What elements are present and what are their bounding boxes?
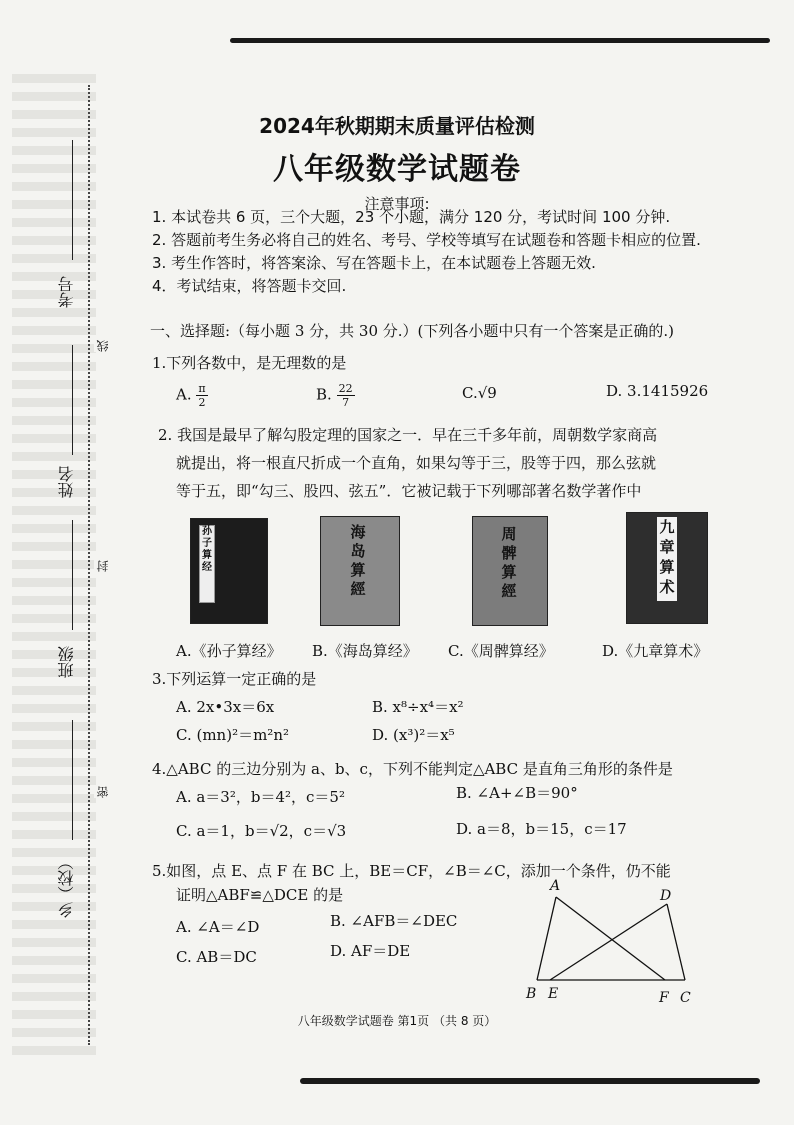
q5-option-d: D. AF＝DE bbox=[330, 942, 411, 960]
q2-option-d: D.《九章算术》 bbox=[602, 642, 709, 660]
q1-c-label: C. bbox=[462, 384, 478, 402]
q1-b-num: 22 bbox=[338, 382, 353, 395]
q1-option-d bbox=[606, 382, 708, 400]
label-F: F bbox=[659, 990, 669, 1006]
xiangxiao-underline bbox=[72, 720, 73, 840]
q1-a-label: A. bbox=[176, 385, 192, 404]
q4-option-c: C. a＝1，b＝√2，c＝√3 bbox=[176, 822, 347, 840]
q1-b-fraction bbox=[337, 382, 355, 409]
scan-edge-bottom bbox=[300, 1078, 760, 1084]
segment-DC bbox=[667, 904, 685, 980]
q3-option-b: B. x⁸÷x⁴＝x² bbox=[372, 698, 464, 716]
q1-b-label: B. bbox=[316, 385, 332, 404]
q4-option-a: A. a＝3²，b＝4²，c＝5² bbox=[176, 788, 345, 806]
q1-option-a bbox=[176, 382, 208, 409]
exam-subtitle: 2024年秋期期末质量评估检测 bbox=[259, 114, 535, 138]
book-c-label: 周髀算經 bbox=[501, 525, 517, 600]
binding-xian: 线 bbox=[96, 340, 110, 352]
q4-stem: 4.△ABC 的三边分别为 a、b、c，下列不能判定△ABC 是直角三角形的条件是 bbox=[152, 760, 673, 778]
q3-option-a: A. 2x•3x＝6x bbox=[176, 698, 275, 716]
q1-a-num: π bbox=[198, 382, 206, 395]
label-B: B bbox=[526, 986, 537, 1002]
q2-line-3: 等于五，即“勾三、股四、弦五”．它被记载于下列哪部著名数学著作中 bbox=[176, 482, 642, 500]
q2-line-2: 就提出，将一根直尺折成一个直角，如果勾等于三，股等于四，那么弦就 bbox=[176, 454, 657, 472]
notice-3: 3. 考生作答时，将答案涂、写在答题卡上，在本试题卷上答题无效. bbox=[152, 254, 596, 272]
q4-option-b: B. ∠A+∠B＝90° bbox=[456, 784, 578, 802]
q5-figure bbox=[520, 876, 710, 1008]
notice-heading: 注意事项: bbox=[364, 195, 430, 213]
q2-option-b: B.《海岛算经》 bbox=[312, 642, 418, 660]
label-A: A bbox=[550, 878, 561, 894]
q1-stem: 1.下列各数中，是无理数的是 bbox=[152, 354, 347, 372]
exam-title: 八年级数学试题卷 bbox=[273, 152, 521, 187]
q5-line-1: 5.如图，点 E、点 F 在 BC 上，BE＝CF，∠B＝∠C，添加一个条件，仍不能 bbox=[152, 862, 671, 880]
q1-d-value: 3.1415926 bbox=[627, 382, 709, 400]
book-b-label: 海岛算經 bbox=[350, 523, 366, 598]
page-footer: 八年级数学试题卷 第1页 （共 8 页） bbox=[297, 1014, 497, 1028]
scan-edge-top bbox=[230, 38, 770, 43]
book-image-d bbox=[626, 512, 708, 624]
binding-feng: 封 bbox=[96, 560, 110, 572]
q2-option-c: C.《周髀算经》 bbox=[448, 642, 554, 660]
xingming-label: 姓名 bbox=[57, 466, 76, 498]
book-image-a bbox=[190, 518, 268, 624]
q4-option-d: D. a＝8，b＝15，c＝17 bbox=[456, 820, 627, 838]
binding-strip bbox=[12, 70, 96, 1055]
book-d-label: 九章算术 bbox=[657, 517, 677, 601]
q5-option-b: B. ∠AFB＝∠DEC bbox=[330, 912, 458, 930]
binding-mi: 密 bbox=[96, 786, 110, 798]
q2-line-1: 2. 我国是最早了解勾股定理的国家之一．早在三千多年前，周朝数学家商高 bbox=[158, 426, 658, 444]
q1-option-b bbox=[316, 382, 355, 409]
banji-label: 班级 bbox=[57, 646, 76, 678]
q1-b-den: 7 bbox=[342, 396, 350, 409]
q1-c-value: √9 bbox=[477, 384, 497, 402]
book-image-c bbox=[472, 516, 548, 626]
q5-option-c: C. AB＝DC bbox=[176, 948, 257, 966]
q3-stem: 3.下列运算一定正确的是 bbox=[152, 670, 317, 688]
xingming-underline bbox=[72, 345, 73, 455]
q1-a-den: 2 bbox=[198, 396, 206, 409]
kaohao-label: 考号 bbox=[57, 276, 76, 308]
book-a-label: 孙子算经 bbox=[199, 525, 215, 603]
q5-option-a: A. ∠A＝∠D bbox=[176, 918, 260, 936]
segment-AB bbox=[537, 897, 556, 980]
q2-option-a: A.《孙子算经》 bbox=[176, 642, 282, 660]
xiangxiao-label: 乡（校） bbox=[57, 854, 76, 918]
notice-4: 4．考试结束，将答题卡交回. bbox=[152, 277, 347, 295]
q1-a-fraction bbox=[196, 382, 207, 409]
binding-dashed-line bbox=[88, 85, 90, 1045]
q3-option-d: D. (x³)²＝x⁵ bbox=[372, 726, 455, 744]
segment-AF bbox=[556, 897, 665, 980]
banji-underline bbox=[72, 520, 73, 630]
label-C: C bbox=[680, 990, 691, 1006]
label-E: E bbox=[548, 986, 559, 1002]
q1-d-label: D. bbox=[606, 382, 623, 400]
label-D: D bbox=[660, 888, 672, 904]
book-image-b bbox=[320, 516, 400, 626]
q1-option-c bbox=[462, 384, 497, 402]
q3-option-c: C. (mn)²＝m²n² bbox=[176, 726, 289, 744]
q5-line-2: 证明△ABF≌△DCE 的是 bbox=[176, 886, 344, 904]
notice-2: 2. 答题前考生务必将自己的姓名、考号、学校等填写在试题卷和答题卡相应的位置. bbox=[152, 231, 701, 249]
section-1-title: 一、选择题:（每小题 3 分，共 30 分.）(下列各小题中只有一个答案是正确的.) bbox=[150, 322, 674, 340]
notice-1: 1. 本试卷共 6 页，三个大题，23 个小题，满分 120 分，考试时间 100 分钟. bbox=[152, 208, 671, 226]
